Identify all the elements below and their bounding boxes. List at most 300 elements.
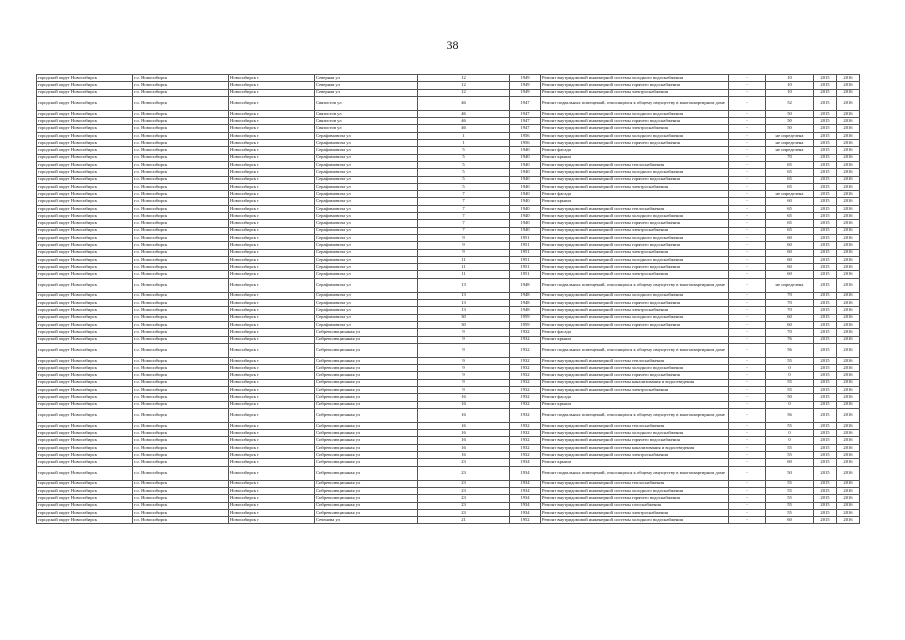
cell-start-year: 2015: [814, 357, 837, 364]
cell-mark: -: [729, 394, 766, 401]
cell-work-type: Ремонт подвальных помещений, относящихся к общему имуществу в многоквартирном доме: [541, 96, 729, 110]
cell-city: Новосибирск г: [229, 278, 315, 292]
cell-end-year: 2016: [837, 430, 860, 437]
cell-mark: -: [729, 487, 766, 494]
cell-house: 16: [418, 408, 510, 422]
cell-municipality: городской округ Новосибирск: [37, 242, 133, 249]
cell-cost: 0: [766, 437, 814, 444]
cell-city: Новосибирск г: [229, 220, 315, 227]
cell-year: 1948: [510, 278, 541, 292]
cell-district: г.о. Новосибирск: [133, 89, 229, 96]
cell-cost: 52: [766, 96, 814, 110]
cell-year: 1934: [510, 459, 541, 466]
cell-street: Связистов ул: [315, 110, 418, 117]
table-row: [37, 343, 860, 357]
cell-start-year: 2015: [814, 242, 837, 249]
cell-work-type: Ремонт внутридомовой инженерной системы горячего водоснабжения: [541, 220, 729, 227]
cell-start-year: 2015: [814, 401, 837, 408]
cell-street: Серафимовича ул: [315, 220, 418, 227]
cell-start-year: 2015: [814, 278, 837, 292]
cell-city: Новосибирск г: [229, 264, 315, 271]
cell-mark: -: [729, 502, 766, 509]
table-row: [37, 96, 860, 110]
cell-work-type: Ремонт внутридомовой инженерной системы холодного водоснабжения: [541, 110, 729, 117]
cell-street: Серафимовича ул: [315, 292, 418, 299]
cell-district: г.о. Новосибирск: [133, 517, 229, 524]
cell-end-year: 2016: [837, 343, 860, 357]
cell-street: Сибреволюционная ул: [315, 422, 418, 429]
cell-mark: -: [729, 264, 766, 271]
cell-mark: -: [729, 140, 766, 147]
cell-mark: -: [729, 379, 766, 386]
cell-start-year: 2015: [814, 220, 837, 227]
cell-municipality: городской округ Новосибирск: [37, 110, 133, 117]
cell-municipality: городской округ Новосибирск: [37, 357, 133, 364]
cell-work-type: Ремонт внутридомовой инженерной системы теплоснабжения: [541, 357, 729, 364]
cell-district: г.о. Новосибирск: [133, 307, 229, 314]
cell-start-year: 2015: [814, 89, 837, 96]
cell-street: Сибреволюционная ул: [315, 495, 418, 502]
cell-year: 1949: [510, 82, 541, 89]
cell-work-type: Ремонт подвальных помещений, относящихся к общему имуществу в многоквартирном доме: [541, 343, 729, 357]
cell-start-year: 2015: [814, 82, 837, 89]
cell-city: Новосибирск г: [229, 321, 315, 328]
cell-start-year: 2015: [814, 422, 837, 429]
cell-city: Новосибирск г: [229, 82, 315, 89]
cell-year: 1949: [510, 75, 541, 82]
cell-mark: -: [729, 96, 766, 110]
cell-end-year: 2016: [837, 466, 860, 480]
cell-street: Сибреволюционная ул: [315, 357, 418, 364]
cell-municipality: городской округ Новосибирск: [37, 264, 133, 271]
cell-start-year: 2015: [814, 495, 837, 502]
cell-city: Новосибирск г: [229, 256, 315, 263]
cell-municipality: городской округ Новосибирск: [37, 365, 133, 372]
cell-end-year: 2016: [837, 205, 860, 212]
cell-cost: 70: [766, 307, 814, 314]
cell-start-year: 2015: [814, 480, 837, 487]
cell-year: 1940: [510, 213, 541, 220]
cell-district: г.о. Новосибирск: [133, 336, 229, 343]
cell-end-year: 2016: [837, 213, 860, 220]
cell-mark: -: [729, 314, 766, 321]
table-row: [37, 154, 860, 161]
cell-end-year: 2016: [837, 220, 860, 227]
cell-municipality: городской округ Новосибирск: [37, 220, 133, 227]
cell-mark: -: [729, 220, 766, 227]
table-row: [37, 132, 860, 139]
cell-cost: 56: [766, 343, 814, 357]
cell-district: г.о. Новосибирск: [133, 183, 229, 190]
cell-end-year: 2016: [837, 386, 860, 393]
cell-work-type: Ремонт внутридомовой инженерной системы холодного водоснабжения: [541, 169, 729, 176]
cell-mark: -: [729, 176, 766, 183]
cell-end-year: 2016: [837, 314, 860, 321]
cell-year: 1948: [510, 300, 541, 307]
cell-cost: 50: [766, 118, 814, 125]
cell-year: 1934: [510, 466, 541, 480]
cell-end-year: 2016: [837, 394, 860, 401]
cell-start-year: 2015: [814, 509, 837, 516]
cell-district: г.о. Новосибирск: [133, 314, 229, 321]
table-row: [37, 234, 860, 241]
cell-city: Новосибирск г: [229, 140, 315, 147]
cell-city: Новосибирск г: [229, 125, 315, 132]
cell-mark: -: [729, 242, 766, 249]
cell-mark: -: [729, 147, 766, 154]
cell-city: Новосибирск г: [229, 517, 315, 524]
cell-end-year: 2016: [837, 140, 860, 147]
cell-cost: 70: [766, 329, 814, 336]
cell-start-year: 2015: [814, 379, 837, 386]
cell-year: 1932: [510, 336, 541, 343]
cell-house: 23: [418, 480, 510, 487]
cell-cost: 60: [766, 249, 814, 256]
table-row: [37, 495, 860, 502]
cell-start-year: 2015: [814, 271, 837, 278]
cell-street: Связистов ул: [315, 118, 418, 125]
cell-house: 7: [418, 227, 510, 234]
cell-end-year: 2016: [837, 118, 860, 125]
cell-start-year: 2015: [814, 161, 837, 168]
cell-mark: -: [729, 480, 766, 487]
cell-work-type: Ремонт фасада: [541, 191, 729, 198]
cell-year: 1947: [510, 118, 541, 125]
cell-mark: -: [729, 256, 766, 263]
cell-work-type: Ремонт внутридомовой инженерной системы теплоснабжения: [541, 422, 729, 429]
cell-district: г.о. Новосибирск: [133, 329, 229, 336]
cell-street: Серафимовича ул: [315, 183, 418, 190]
cell-street: Серафимовича ул: [315, 198, 418, 205]
cell-municipality: городской округ Новосибирск: [37, 459, 133, 466]
cell-municipality: городской округ Новосибирск: [37, 256, 133, 263]
cell-start-year: 2015: [814, 234, 837, 241]
cell-district: г.о. Новосибирск: [133, 82, 229, 89]
cell-cost: 55: [766, 487, 814, 494]
cell-year: 1959: [510, 314, 541, 321]
cell-house: 16: [418, 394, 510, 401]
cell-city: Новосибирск г: [229, 502, 315, 509]
cell-start-year: 2015: [814, 452, 837, 459]
cell-cost: не определена: [766, 140, 814, 147]
table-row: [37, 82, 860, 89]
cell-year: 1948: [510, 307, 541, 314]
cell-district: г.о. Новосибирск: [133, 242, 229, 249]
cell-municipality: городской округ Новосибирск: [37, 132, 133, 139]
cell-city: Новосибирск г: [229, 372, 315, 379]
cell-house: 9: [418, 242, 510, 249]
cell-municipality: городской округ Новосибирск: [37, 466, 133, 480]
cell-end-year: 2016: [837, 249, 860, 256]
cell-district: г.о. Новосибирск: [133, 300, 229, 307]
cell-year: 1932: [510, 329, 541, 336]
cell-mark: -: [729, 198, 766, 205]
cell-district: г.о. Новосибирск: [133, 132, 229, 139]
cell-year: 1932: [510, 343, 541, 357]
cell-municipality: городской округ Новосибирск: [37, 444, 133, 451]
cell-work-type: Ремонт внутридомовой инженерной системы электроснабжения: [541, 307, 729, 314]
cell-cost: 60: [766, 234, 814, 241]
cell-cost: 55: [766, 480, 814, 487]
cell-municipality: городской округ Новосибирск: [37, 343, 133, 357]
cell-house: 23: [418, 466, 510, 480]
cell-start-year: 2015: [814, 329, 837, 336]
cell-house: 16: [418, 452, 510, 459]
cell-municipality: городской округ Новосибирск: [37, 401, 133, 408]
cell-work-type: Ремонт внутридомовой инженерной системы горячего водоснабжения: [541, 176, 729, 183]
cell-year: 1932: [510, 430, 541, 437]
cell-mark: -: [729, 161, 766, 168]
table-row: [37, 408, 860, 422]
cell-year: 1932: [510, 437, 541, 444]
cell-municipality: городской округ Новосибирск: [37, 307, 133, 314]
cell-start-year: 2015: [814, 249, 837, 256]
cell-end-year: 2016: [837, 300, 860, 307]
table-row: [37, 89, 860, 96]
cell-start-year: 2015: [814, 147, 837, 154]
cell-end-year: 2016: [837, 75, 860, 82]
cell-year: 1940: [510, 161, 541, 168]
cell-district: г.о. Новосибирск: [133, 379, 229, 386]
cell-year: 1951: [510, 256, 541, 263]
cell-municipality: городской округ Новосибирск: [37, 96, 133, 110]
cell-street: Серафимовича ул: [315, 147, 418, 154]
table-row: [37, 242, 860, 249]
cell-mark: -: [729, 278, 766, 292]
cell-cost: 0: [766, 365, 814, 372]
cell-municipality: городской округ Новосибирск: [37, 75, 133, 82]
cell-work-type: Ремонт крыши: [541, 154, 729, 161]
cell-year: 1940: [510, 154, 541, 161]
cell-city: Новосибирск г: [229, 408, 315, 422]
cell-end-year: 2016: [837, 271, 860, 278]
cell-start-year: 2015: [814, 502, 837, 509]
cell-municipality: городской округ Новосибирск: [37, 379, 133, 386]
table-row: [37, 264, 860, 271]
cell-year: 1932: [510, 452, 541, 459]
cell-start-year: 2015: [814, 365, 837, 372]
cell-house: 11: [418, 264, 510, 271]
table-row: [37, 379, 860, 386]
cell-street: Серафимовича ул: [315, 140, 418, 147]
cell-city: Новосибирск г: [229, 132, 315, 139]
cell-municipality: городской округ Новосибирск: [37, 271, 133, 278]
cell-street: Сибреволюционная ул: [315, 408, 418, 422]
cell-mark: -: [729, 343, 766, 357]
cell-street: Серафимовича ул: [315, 300, 418, 307]
cell-street: Сибреволюционная ул: [315, 372, 418, 379]
cell-year: 1949: [510, 89, 541, 96]
cell-mark: -: [729, 422, 766, 429]
cell-year: 1959: [510, 321, 541, 328]
cell-mark: -: [729, 183, 766, 190]
cell-year: 1951: [510, 234, 541, 241]
cell-start-year: 2015: [814, 75, 837, 82]
cell-street: Сибреволюционная ул: [315, 394, 418, 401]
cell-street: Серафимовича ул: [315, 191, 418, 198]
cell-municipality: городской округ Новосибирск: [37, 198, 133, 205]
cell-district: г.о. Новосибирск: [133, 437, 229, 444]
cell-district: г.о. Новосибирск: [133, 459, 229, 466]
cell-start-year: 2015: [814, 343, 837, 357]
cell-mark: -: [729, 372, 766, 379]
cell-start-year: 2015: [814, 408, 837, 422]
table-row: [37, 256, 860, 263]
cell-street: Сеченова ул: [315, 517, 418, 524]
cell-year: 1947: [510, 110, 541, 117]
cell-municipality: городской округ Новосибирск: [37, 292, 133, 299]
table-row: [37, 110, 860, 117]
cell-work-type: Ремонт внутридомовой инженерной системы холодного водоснабжения: [541, 517, 729, 524]
cell-year: 1940: [510, 147, 541, 154]
table-row: [37, 227, 860, 234]
cell-cost: 55: [766, 452, 814, 459]
cell-house: 7: [418, 213, 510, 220]
cell-district: г.о. Новосибирск: [133, 161, 229, 168]
cell-district: г.о. Новосибирск: [133, 466, 229, 480]
cell-mark: -: [729, 452, 766, 459]
cell-start-year: 2015: [814, 466, 837, 480]
cell-street: Серафимовича ул: [315, 278, 418, 292]
cell-cost: 55: [766, 502, 814, 509]
cell-city: Новосибирск г: [229, 466, 315, 480]
cell-cost: 65: [766, 227, 814, 234]
cell-city: Новосибирск г: [229, 343, 315, 357]
cell-work-type: Ремонт внутридомовой инженерной системы канализования и водоотведения: [541, 444, 729, 451]
cell-cost: 65: [766, 205, 814, 212]
cell-city: Новосибирск г: [229, 271, 315, 278]
cell-city: Новосибирск г: [229, 176, 315, 183]
cell-mark: -: [729, 401, 766, 408]
cell-end-year: 2016: [837, 365, 860, 372]
cell-city: Новосибирск г: [229, 213, 315, 220]
cell-cost: 76: [766, 336, 814, 343]
cell-start-year: 2015: [814, 314, 837, 321]
cell-district: г.о. Новосибирск: [133, 487, 229, 494]
cell-municipality: городской округ Новосибирск: [37, 234, 133, 241]
cell-end-year: 2016: [837, 307, 860, 314]
cell-work-type: Ремонт внутридомовой инженерной системы теплоснабжения: [541, 161, 729, 168]
cell-house: 21: [418, 517, 510, 524]
cell-district: г.о. Новосибирск: [133, 140, 229, 147]
cell-street: Серафимовича ул: [315, 205, 418, 212]
cell-house: 12: [418, 89, 510, 96]
cell-year: 1934: [510, 509, 541, 516]
cell-end-year: 2016: [837, 321, 860, 328]
cell-cost: 55: [766, 509, 814, 516]
cell-end-year: 2016: [837, 292, 860, 299]
cell-end-year: 2016: [837, 110, 860, 117]
cell-cost: 0: [766, 430, 814, 437]
cell-street: Серафимовича ул: [315, 256, 418, 263]
cell-work-type: Ремонт внутридомовой инженерной системы горячего водоснабжения: [541, 264, 729, 271]
cell-year: 1947: [510, 125, 541, 132]
cell-end-year: 2016: [837, 401, 860, 408]
cell-street: Серафимовича ул: [315, 132, 418, 139]
table-row: [37, 502, 860, 509]
cell-work-type: Ремонт фасада: [541, 394, 729, 401]
cell-year: 1932: [510, 401, 541, 408]
cell-cost: 55: [766, 386, 814, 393]
cell-house: 16: [418, 401, 510, 408]
cell-street: Сибреволюционная ул: [315, 480, 418, 487]
cell-city: Новосибирск г: [229, 227, 315, 234]
cell-municipality: городской округ Новосибирск: [37, 278, 133, 292]
cell-year: 1940: [510, 227, 541, 234]
cell-end-year: 2016: [837, 357, 860, 364]
cell-district: г.о. Новосибирск: [133, 191, 229, 198]
cell-year: 1932: [510, 394, 541, 401]
cell-district: г.о. Новосибирск: [133, 401, 229, 408]
cell-work-type: Ремонт крыши: [541, 336, 729, 343]
cell-end-year: 2016: [837, 125, 860, 132]
cell-start-year: 2015: [814, 321, 837, 328]
cell-district: г.о. Новосибирск: [133, 480, 229, 487]
cell-year: 1932: [510, 422, 541, 429]
cell-cost: 0: [766, 401, 814, 408]
cell-start-year: 2015: [814, 198, 837, 205]
cell-work-type: Ремонт внутридомовой инженерной системы горячего водоснабжения: [541, 140, 729, 147]
cell-start-year: 2015: [814, 154, 837, 161]
cell-house: 16: [418, 444, 510, 451]
cell-district: г.о. Новосибирск: [133, 125, 229, 132]
cell-end-year: 2016: [837, 422, 860, 429]
cell-year: 1934: [510, 480, 541, 487]
cell-street: Серафимовича ул: [315, 176, 418, 183]
cell-end-year: 2016: [837, 234, 860, 241]
cell-work-type: Ремонт подвальных помещений, относящихся к общему имуществу в многоквартирном доме: [541, 466, 729, 480]
cell-city: Новосибирск г: [229, 75, 315, 82]
cell-city: Новосибирск г: [229, 336, 315, 343]
cell-house: 5: [418, 154, 510, 161]
cell-cost: 55: [766, 357, 814, 364]
cell-street: Сибреволюционная ул: [315, 365, 418, 372]
cell-work-type: Ремонт внутридомовой инженерной системы горячего водоснабжения: [541, 242, 729, 249]
cell-cost: 60: [766, 271, 814, 278]
cell-end-year: 2016: [837, 191, 860, 198]
table-row: [37, 466, 860, 480]
cell-start-year: 2015: [814, 110, 837, 117]
cell-district: г.о. Новосибирск: [133, 452, 229, 459]
cell-end-year: 2016: [837, 154, 860, 161]
cell-mark: -: [729, 227, 766, 234]
cell-district: г.о. Новосибирск: [133, 213, 229, 220]
cell-municipality: городской округ Новосибирск: [37, 336, 133, 343]
cell-city: Новосибирск г: [229, 422, 315, 429]
cell-street: Серафимовича ул: [315, 242, 418, 249]
cell-street: Сибреволюционная ул: [315, 379, 418, 386]
cell-start-year: 2015: [814, 176, 837, 183]
cell-start-year: 2015: [814, 205, 837, 212]
cell-work-type: Ремонт внутридомовой инженерной системы электроснабжения: [541, 125, 729, 132]
cell-city: Новосибирск г: [229, 495, 315, 502]
cell-district: г.о. Новосибирск: [133, 96, 229, 110]
cell-work-type: Ремонт внутридомовой инженерной системы горячего водоснабжения: [541, 118, 729, 125]
cell-district: г.о. Новосибирск: [133, 321, 229, 328]
cell-work-type: Ремонт внутридомовой инженерной системы холодного водоснабжения: [541, 365, 729, 372]
cell-district: г.о. Новосибирск: [133, 198, 229, 205]
cell-street: Серафимовича ул: [315, 154, 418, 161]
cell-house: 5: [418, 147, 510, 154]
cell-municipality: городской округ Новосибирск: [37, 437, 133, 444]
cell-work-type: Ремонт внутридомовой инженерной системы холодного водоснабжения: [541, 487, 729, 494]
cell-year: 1940: [510, 169, 541, 176]
table-row: [37, 509, 860, 516]
cell-mark: -: [729, 205, 766, 212]
cell-municipality: городской округ Новосибирск: [37, 249, 133, 256]
cell-street: Сибреволюционная ул: [315, 430, 418, 437]
cell-house: 1: [418, 140, 510, 147]
